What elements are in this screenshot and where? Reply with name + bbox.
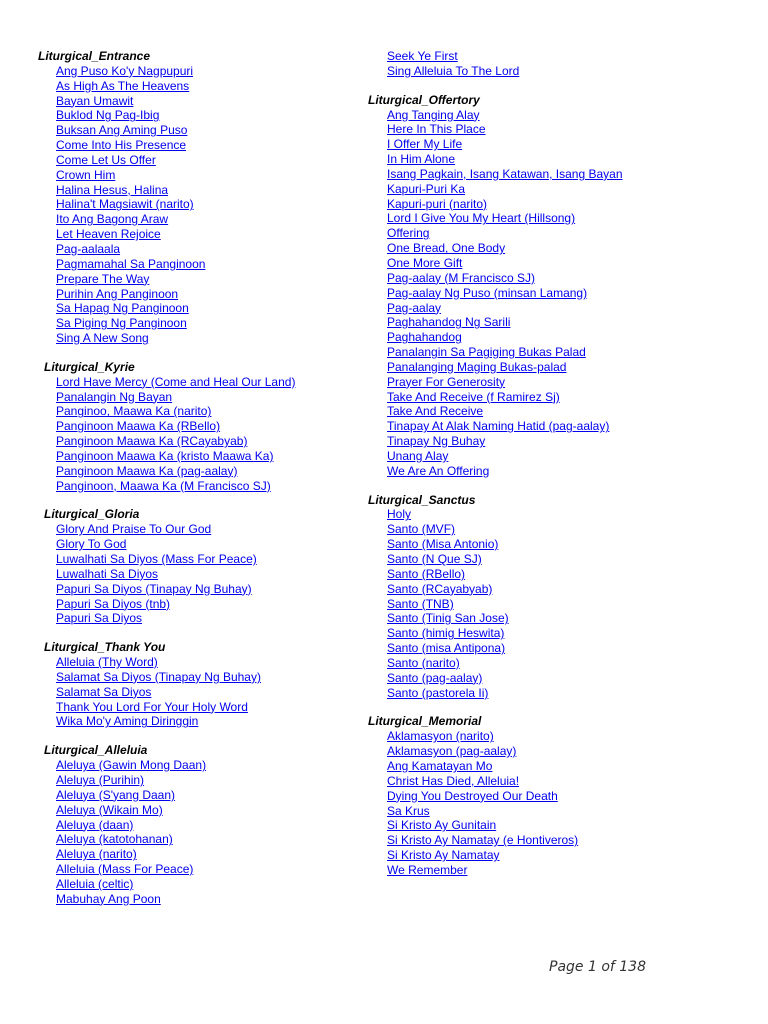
song-link[interactable]: Panginoon Maawa Ka (pag-aalay)	[56, 463, 238, 478]
song-list	[38, 375, 378, 494]
song-link[interactable]: Papuri Sa Diyos	[56, 611, 143, 626]
song-link[interactable]: Papuri Sa Diyos (Tinapay Ng Buhay)	[56, 581, 252, 596]
song-link[interactable]: Pag-aalaala	[56, 241, 121, 256]
left-column	[38, 49, 378, 921]
song-link[interactable]: Thank You Lord For Your Holy Word	[56, 699, 248, 714]
song-link[interactable]: Prayer For Generosity	[387, 374, 506, 389]
song-list	[368, 729, 708, 877]
song-link[interactable]: Tinapay Ng Buhay	[387, 434, 486, 449]
song-link[interactable]: Salamat Sa Diyos (Tinapay Ng Buhay)	[56, 669, 261, 684]
song-list	[368, 507, 708, 700]
song-link[interactable]: Unang Alay	[387, 448, 449, 463]
section-heading: Liturgical_Offertory	[368, 92, 480, 107]
song-link[interactable]: Alleluia (Thy Word)	[56, 655, 158, 670]
section-heading: Liturgical_Entrance	[38, 49, 151, 63]
song-link[interactable]: Aleluya (S'yang Daan)	[56, 787, 176, 802]
song-link[interactable]: Dying You Destroyed Our Death	[387, 788, 558, 803]
song-link[interactable]: Holy	[387, 507, 412, 522]
song-link[interactable]: Seek Ye First	[387, 49, 458, 63]
song-link[interactable]: Tinapay At Alak Naming Hatid (pag-aalay)	[387, 419, 610, 434]
song-link[interactable]: Santo (pastorela Ii)	[387, 685, 489, 700]
section-continued	[368, 49, 708, 79]
song-link[interactable]: Glory And Praise To Our God	[56, 522, 212, 537]
song-link[interactable]: Take And Receive (f Ramirez Sj)	[387, 389, 560, 404]
song-link[interactable]: Santo (Tinig San Jose)	[387, 611, 509, 626]
section-liturgical-sanctus	[368, 493, 708, 701]
song-link[interactable]: Aleluya (Wikain Mo)	[56, 802, 163, 817]
song-link[interactable]: Aleluya (Purihin)	[56, 772, 145, 787]
song-list	[38, 758, 378, 906]
song-list	[38, 655, 378, 729]
song-link[interactable]: Panalangin Ng Bayan	[56, 389, 173, 404]
song-link[interactable]: Pag-aalay	[387, 300, 442, 315]
song-list	[368, 49, 708, 79]
song-link[interactable]: Prepare The Way	[56, 271, 150, 286]
song-link[interactable]: Si Kristo Ay Gunitain	[387, 818, 497, 833]
song-link[interactable]: Santo (narito)	[387, 655, 460, 670]
song-link[interactable]: Ang Puso Ko'y Nagpupuri	[56, 63, 194, 78]
song-link[interactable]: Aklamasyon (narito)	[387, 729, 494, 744]
song-link[interactable]: Take And Receive	[387, 404, 484, 419]
song-link[interactable]: Panginoon Maawa Ka (RBello)	[56, 419, 221, 434]
song-link[interactable]: Panginoon Maawa Ka (RCayabyab)	[56, 434, 248, 449]
song-link[interactable]: Christ Has Died, Alleluia!	[387, 773, 520, 788]
section-liturgical-offertory	[368, 93, 708, 479]
section-liturgical-alleluia	[38, 743, 378, 906]
section-heading: Liturgical_Kyrie	[44, 359, 135, 374]
song-list	[38, 522, 378, 626]
song-link[interactable]: Santo (MVF)	[387, 522, 456, 537]
song-link[interactable]: Santo (himig Heswita)	[387, 626, 505, 641]
song-link[interactable]: Paghahandog Ng Sarili	[387, 315, 511, 330]
song-link[interactable]: Pag-aalay Ng Puso (minsan Lamang)	[387, 285, 588, 300]
section-liturgical-memorial	[368, 714, 708, 877]
song-list	[368, 108, 708, 479]
song-link[interactable]: Luwalhati Sa Diyos	[56, 566, 159, 581]
song-link[interactable]: Sa Hapag Ng Panginoon	[56, 301, 189, 316]
song-link[interactable]: Luwalhati Sa Diyos (Mass For Peace)	[56, 552, 257, 566]
song-link[interactable]: Santo (RBello)	[387, 566, 466, 581]
section-heading: Liturgical_Alleluia	[44, 743, 148, 758]
song-link[interactable]: Lord I Give You My Heart (Hillsong)	[387, 211, 576, 226]
song-link[interactable]: Santo (N Que SJ)	[387, 552, 482, 566]
song-link[interactable]: Aleluya (daan)	[56, 817, 134, 832]
song-link[interactable]: Mabuhay Ang Poon	[56, 891, 161, 906]
song-link[interactable]: Santo (TNB)	[387, 596, 454, 611]
song-link[interactable]: Aklamasyon (pag-aalay)	[387, 744, 517, 759]
song-link[interactable]: Salamat Sa Diyos	[56, 684, 152, 699]
section-liturgical-entrance	[38, 49, 378, 346]
song-link[interactable]: Bayan Umawit	[56, 93, 134, 108]
song-link[interactable]: Here In This Place	[387, 122, 486, 137]
song-link[interactable]: Sa Krus	[387, 803, 430, 818]
song-link[interactable]: Santo (Misa Antonio)	[387, 537, 499, 552]
song-link[interactable]: Halina't Magsiawit (narito)	[56, 197, 194, 212]
song-link[interactable]: Aleluya (Gawin Mong Daan)	[56, 758, 207, 773]
song-link[interactable]: Aleluya (katotohanan)	[56, 832, 173, 847]
song-link[interactable]: Purihin Ang Panginoon	[56, 286, 179, 301]
song-link[interactable]: Papuri Sa Diyos (tnb)	[56, 596, 171, 611]
song-link[interactable]: Alleluia (Mass For Peace)	[56, 862, 194, 877]
section-heading: Liturgical_Gloria	[44, 507, 140, 522]
song-link[interactable]: We Remember	[387, 862, 468, 877]
song-link[interactable]: I Offer My Life	[387, 137, 463, 152]
song-link[interactable]: Ang Tanging Alay	[387, 107, 480, 122]
song-link[interactable]: Wika Mo'y Aming Diringgin	[56, 714, 199, 729]
song-link[interactable]: Sa Piging Ng Panginoon	[56, 316, 187, 331]
song-link[interactable]: Come Let Us Offer	[56, 152, 156, 167]
song-link[interactable]: As High As The Heavens	[56, 78, 190, 93]
song-link[interactable]: Si Kristo Ay Namatay (e Hontiveros)	[387, 833, 579, 848]
song-link[interactable]: Come Into His Presence	[56, 138, 187, 153]
song-link[interactable]: Offering	[387, 226, 430, 241]
song-link[interactable]: Panalangin Sa Pagiging Bukas Palad	[387, 345, 586, 360]
song-link[interactable]: Santo (misa Antipona)	[387, 641, 506, 656]
song-link[interactable]: Sing Alleluia To The Lord	[387, 63, 520, 78]
song-link[interactable]: Glory To God	[56, 537, 127, 552]
song-link[interactable]: Ito Ang Bagong Araw	[56, 212, 169, 227]
section-liturgical-kyrie	[38, 360, 378, 494]
page-number: Page 1 of 138	[549, 959, 646, 975]
song-link[interactable]: Ang Kamatayan Mo	[387, 758, 493, 773]
song-link[interactable]: Si Kristo Ay Namatay	[387, 848, 500, 863]
song-link[interactable]: Pagmamahal Sa Panginoon	[56, 256, 206, 271]
song-list	[38, 64, 378, 346]
section-heading: Liturgical_Thank You	[44, 640, 166, 655]
song-link[interactable]: Crown Him	[56, 167, 116, 182]
song-link[interactable]: Santo (pag-aalay)	[387, 670, 483, 685]
song-link[interactable]: Pag-aalay (M Francisco SJ)	[387, 270, 536, 285]
song-link[interactable]: Buklod Ng Pag-Ibig	[56, 108, 160, 123]
song-link[interactable]: Panginoo, Maawa Ka (narito)	[56, 404, 212, 419]
song-link[interactable]: Panginoon, Maawa Ka (M Francisco SJ)	[56, 478, 271, 493]
section-liturgical-gloria	[38, 507, 378, 626]
song-link[interactable]: Panginoon Maawa Ka (kristo Maawa Ka)	[56, 448, 274, 463]
song-link[interactable]: Halina Hesus, Halina	[56, 182, 169, 197]
section-heading: Liturgical_Sanctus	[368, 492, 476, 507]
song-link[interactable]: One More Gift	[387, 255, 463, 270]
song-link[interactable]: In Him Alone	[387, 152, 456, 167]
song-link[interactable]: Kapuri-puri (narito)	[387, 196, 488, 211]
song-link[interactable]: One Bread, One Body	[387, 241, 506, 256]
song-link[interactable]: Santo (RCayabyab)	[387, 581, 493, 596]
song-link[interactable]: Kapuri-Puri Ka	[387, 181, 466, 196]
section-liturgical-thank-you	[38, 640, 378, 729]
section-heading: Liturgical_Memorial	[368, 714, 482, 729]
song-link[interactable]: Paghahandog	[387, 330, 462, 345]
song-link[interactable]: Lord Have Mercy (Come and Heal Our Land)	[56, 374, 296, 389]
song-link[interactable]: Alleluia (celtic)	[56, 876, 134, 891]
song-link[interactable]: Panalanging Maging Bukas-palad	[387, 359, 567, 374]
song-link[interactable]: Buksan Ang Aming Puso	[56, 123, 188, 138]
song-link[interactable]: Aleluya (narito)	[56, 847, 137, 862]
song-link[interactable]: Sing A New Song	[56, 331, 149, 346]
song-link[interactable]: Isang Pagkain, Isang Katawan, Isang Bayan	[387, 166, 623, 181]
song-link[interactable]: Let Heaven Rejoice	[56, 227, 161, 242]
song-link[interactable]: We Are An Offering	[387, 463, 490, 478]
right-column	[368, 49, 708, 892]
